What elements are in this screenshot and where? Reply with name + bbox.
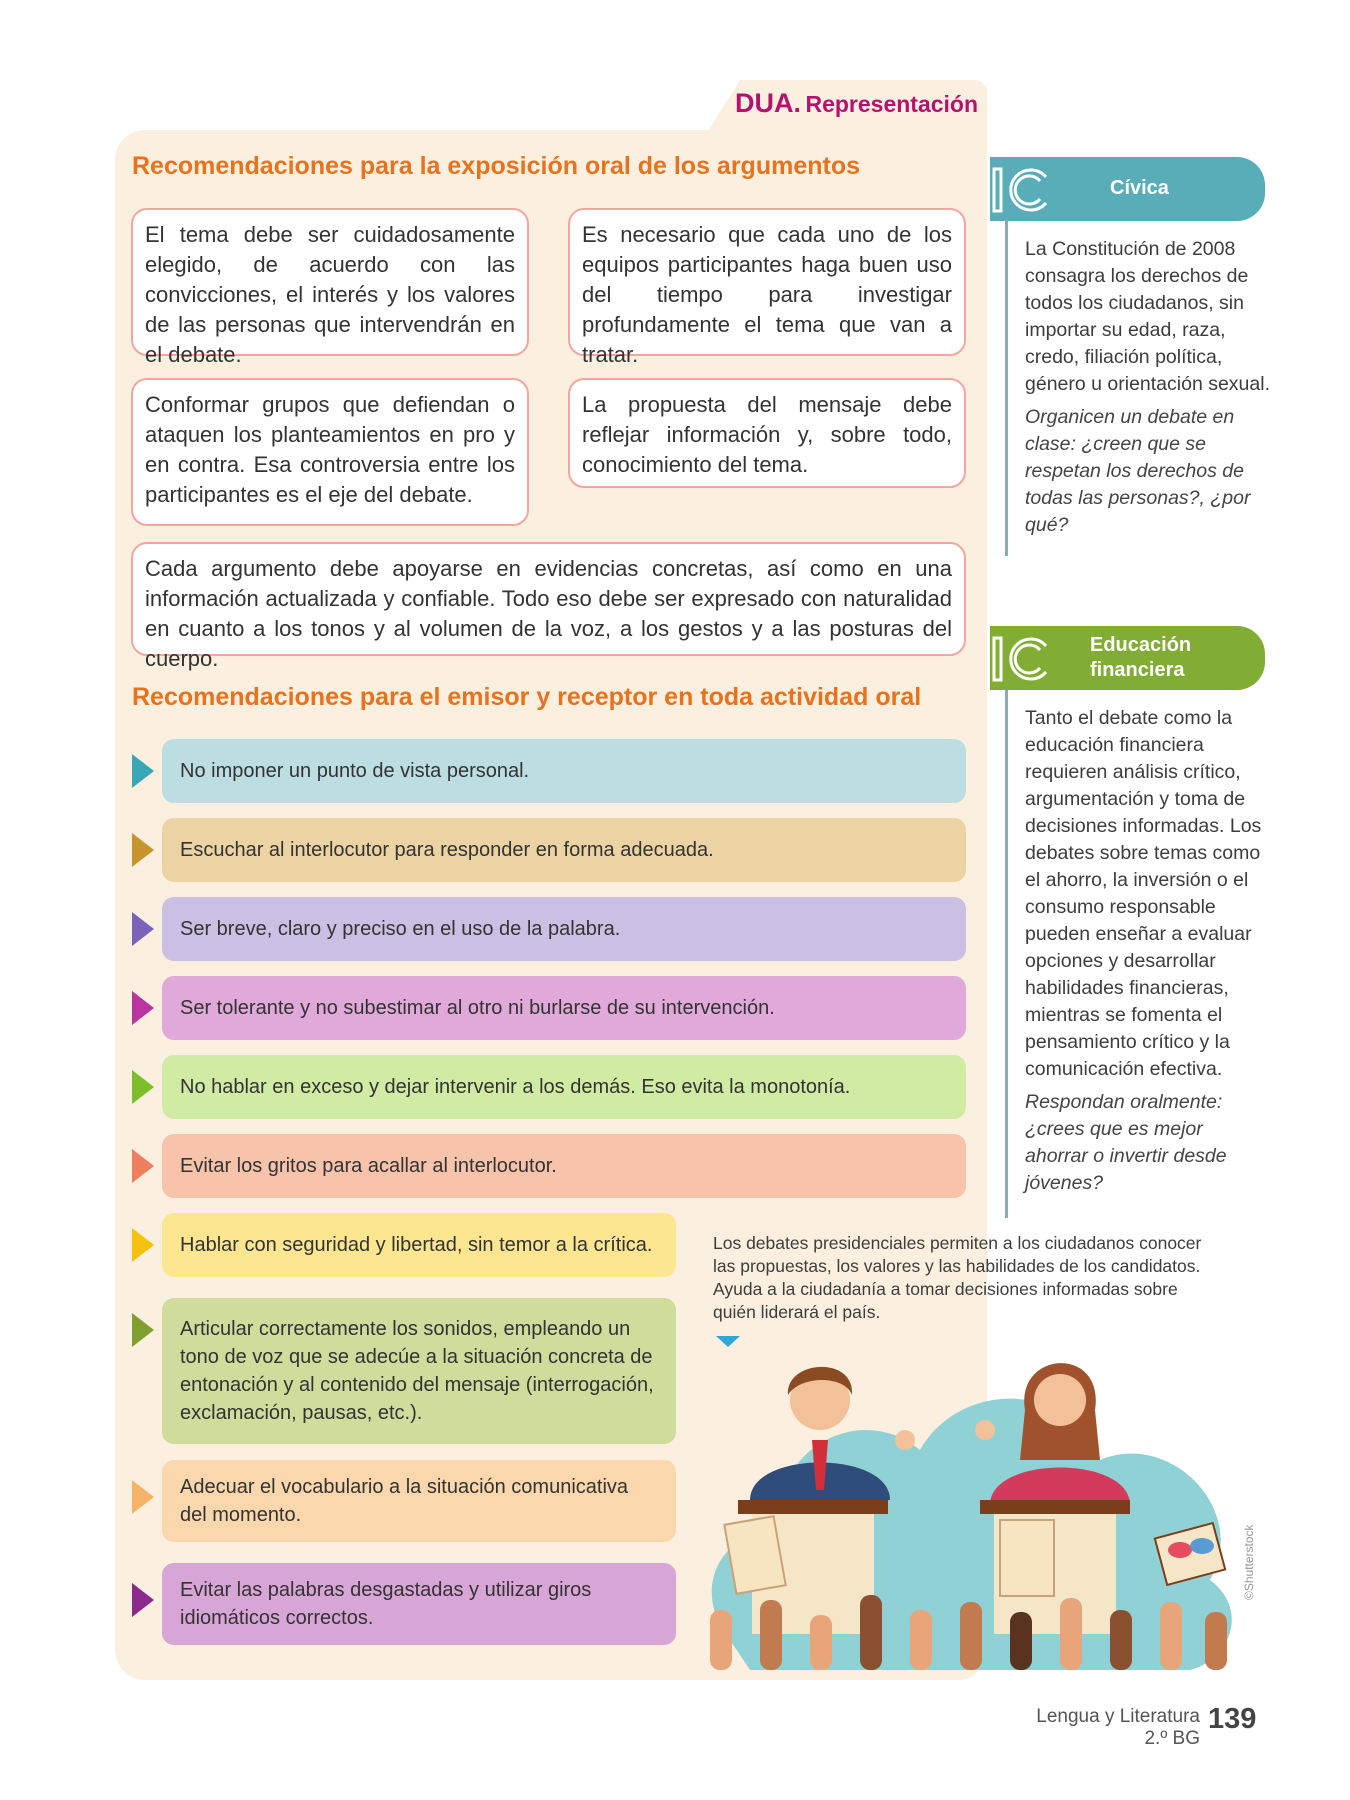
civica-header xyxy=(990,157,1265,221)
tip-arrow xyxy=(132,1313,154,1347)
ic-icon xyxy=(990,163,1050,217)
footer-subject xyxy=(1010,1706,1200,1750)
finanzas-question: Respondan oralmente: ¿crees que es mejor ahorrar o invertir desde jóvenes? xyxy=(1025,1091,1227,1194)
subject-name: Lengua y Literatura xyxy=(1036,1706,1200,1727)
recommendation-box-3: Conformar grupos que defiendan o ataquen los planteamientos en pro y en contra. Esa controversia entre los participantes es el eje del debate. xyxy=(131,378,529,526)
dua-type: Representación xyxy=(805,91,979,117)
civica-question: Organicen un debate en clase: ¿creen que se respetan los derechos de todas las personas?, ¿por qué? xyxy=(1025,406,1251,536)
finanzas-title-2: financiera xyxy=(1090,659,1185,681)
finanzas-title-1: Educación xyxy=(1090,634,1192,656)
dua-prefix: DUA. xyxy=(735,88,801,118)
tip-arrow xyxy=(132,912,154,946)
finanzas-header xyxy=(990,626,1265,690)
recommendation-box-2: Es necesario que cada uno de los equipos participantes haga buen uso del tiempo para investigar profundamente el tema que van a tratar. xyxy=(568,208,966,356)
tip-item: Evitar las palabras desgastadas y utilizar giros idiomáticos correctos. xyxy=(162,1563,676,1645)
page-number: 139 xyxy=(1208,1703,1257,1735)
civica-text: La Constitución de 2008 consagra los derechos de todos los ciudadanos, sin importar su edad, raza, credo, filiación política, género u orientación sexual. xyxy=(1025,238,1270,395)
image-credit: ©Shutterstock xyxy=(1242,1524,1256,1600)
tip-arrow xyxy=(132,1480,154,1514)
recommendation-box-1: El tema debe ser cuidadosamente elegido, de acuerdo con las convicciones, el interés y los valores de las personas que intervendrán en el debate. xyxy=(131,208,529,356)
tip-item: Adecuar el vocabulario a la situación comunicativa del momento. xyxy=(162,1460,676,1542)
tip-arrow xyxy=(132,1149,154,1183)
civica-title: Cívica xyxy=(1110,177,1169,199)
debate-illustration xyxy=(690,1340,1250,1680)
tip-item: Ser tolerante y no subestimar al otro ni burlarse de su intervención. xyxy=(162,976,966,1040)
section1-title: Recomendaciones para la exposición oral de los argumentos xyxy=(132,152,861,180)
tip-item: Articular correctamente los sonidos, empleando un tono de voz que se adecúe a la situación concreta de entonación y al contenido del mensaje (interrogación, exclamación, pausas, etc.). xyxy=(162,1298,676,1444)
tip-arrow xyxy=(132,754,154,788)
dua-label xyxy=(735,88,979,119)
tip-item: Escuchar al interlocutor para responder en forma adecuada. xyxy=(162,818,966,882)
section2-title: Recomendaciones para el emisor y receptor en toda actividad oral xyxy=(132,683,922,711)
tip-item: Evitar los gritos para acallar al interlocutor. xyxy=(162,1134,966,1198)
grade-label: 2.º BG xyxy=(1144,1728,1200,1749)
tip-arrow xyxy=(132,991,154,1025)
tip-arrow xyxy=(132,1070,154,1104)
finanzas-body xyxy=(1025,705,1270,1197)
finanzas-text: Tanto el debate como la educación financiera requieren análisis crítico, argumentación y toma de decisiones informadas. Los debates sobre temas como el ahorro, la inversión o el consumo responsable pueden enseñar a evaluar opciones y desarrollar habilidades financieras, mientras se fomenta el pensamiento crítico y la comunicación efectiva. xyxy=(1025,707,1262,1080)
recommendation-box-4: La propuesta del mensaje debe reflejar información y, sobre todo, conocimiento del tema. xyxy=(568,378,966,488)
tip-arrow xyxy=(132,1583,154,1617)
tip-item: Ser breve, claro y preciso en el uso de la palabra. xyxy=(162,897,966,961)
recommendation-box-5: Cada argumento debe apoyarse en evidencias concretas, así como en una información actualizada y confiable. Todo eso debe ser expresado con naturalidad en cuanto a los tonos y al volumen de la voz, a los gestos y a las posturas del cuerpo. xyxy=(131,542,966,656)
civica-rule xyxy=(1005,220,1008,556)
tip-arrow xyxy=(132,833,154,867)
ic-icon xyxy=(990,632,1050,686)
tip-item: No imponer un punto de vista personal. xyxy=(162,739,966,803)
tip-arrow xyxy=(132,1228,154,1262)
finanzas-rule xyxy=(1005,690,1008,1218)
tip-item: Hablar con seguridad y libertad, sin temor a la crítica. xyxy=(162,1213,676,1277)
tip-item: No hablar en exceso y dejar intervenir a los demás. Eso evita la monotonía. xyxy=(162,1055,966,1119)
image-caption: Los debates presidenciales permiten a los ciudadanos conocer las propuestas, los valores y las habilidades de los candidatos. Ayuda a la ciudadanía a tomar decisiones informadas sobre quién liderará el país. xyxy=(713,1233,1202,1322)
civica-body xyxy=(1025,236,1270,539)
